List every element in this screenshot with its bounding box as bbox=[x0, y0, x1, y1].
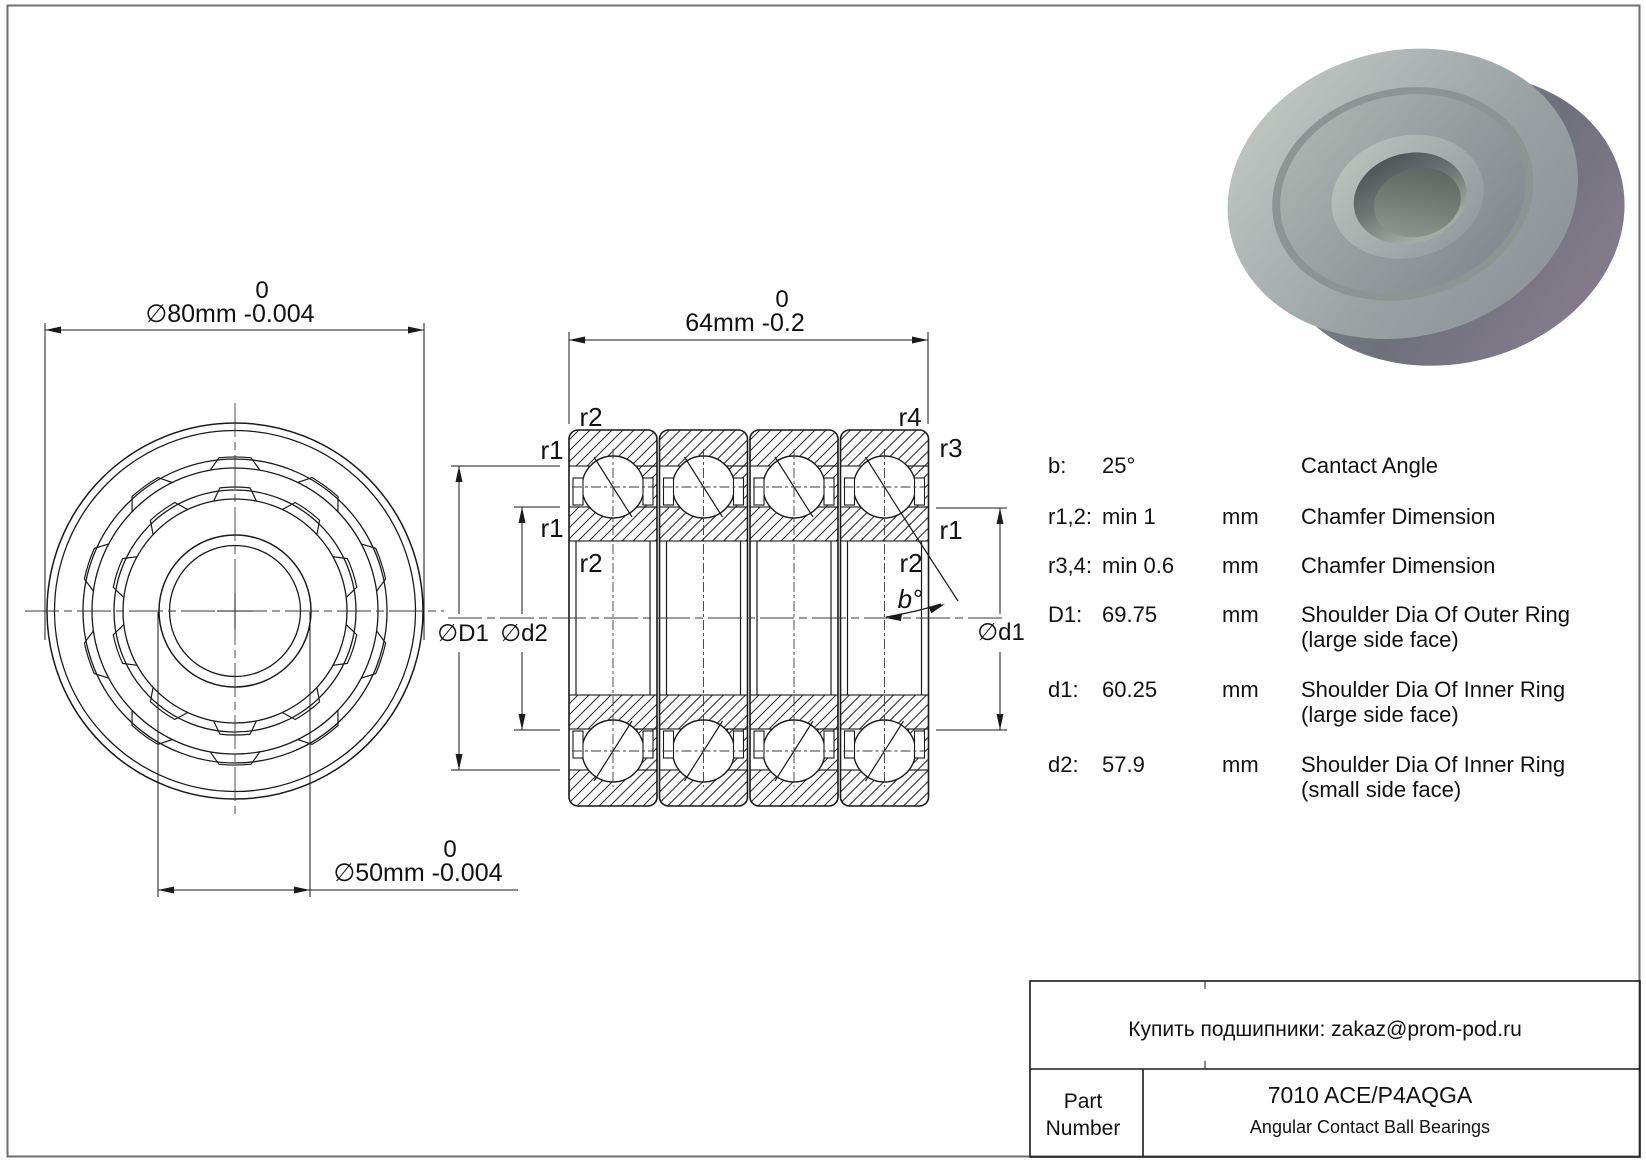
spec-row-desc2: (large side face) bbox=[1301, 702, 1459, 727]
spec-row-desc: Chamfer Dimension bbox=[1301, 504, 1496, 529]
label-r1-left-lower: r1 bbox=[540, 513, 564, 543]
outer-dim-tolerance: 0 bbox=[255, 277, 269, 304]
section-view bbox=[448, 430, 1006, 806]
spec-row-desc: Shoulder Dia Of Outer Ring bbox=[1301, 602, 1571, 627]
spec-row-value: 69.75 bbox=[1102, 602, 1158, 627]
spec-row-value: 25° bbox=[1102, 453, 1136, 478]
spec-row-unit: mm bbox=[1222, 602, 1259, 627]
spec-row-value: 60.25 bbox=[1102, 677, 1158, 702]
part-type-value: Angular Contact Ball Bearings bbox=[1249, 1117, 1491, 1137]
front-view bbox=[25, 403, 444, 818]
label-r4-top-right: r4 bbox=[898, 402, 922, 432]
label-dia-D1: ∅D1 bbox=[437, 620, 489, 647]
spec-row-desc: Cantact Angle bbox=[1301, 453, 1438, 478]
spec-row-label: d2: bbox=[1048, 752, 1079, 777]
part-number-label-line1: Part bbox=[1063, 1090, 1103, 1113]
spec-row-unit: mm bbox=[1222, 504, 1259, 529]
label-r2-right-inner: r2 bbox=[899, 548, 923, 578]
spec-row-desc: Chamfer Dimension bbox=[1301, 553, 1496, 578]
part-number-value: 7010 ACE/P4AQGA bbox=[1267, 1082, 1473, 1108]
label-r1-left-upper: r1 bbox=[540, 435, 564, 465]
spec-table bbox=[1048, 453, 1570, 802]
part-number-label-line2: Number bbox=[1045, 1117, 1121, 1140]
spec-row-desc2: (large side face) bbox=[1301, 627, 1459, 652]
label-dia-d1: ∅d1 bbox=[977, 619, 1025, 646]
width-dim-tolerance: 0 bbox=[775, 286, 789, 313]
spec-row-label: d1: bbox=[1048, 677, 1079, 702]
spec-row-label: r3,4: bbox=[1048, 553, 1093, 578]
spec-row-value: 57.9 bbox=[1102, 752, 1145, 777]
bore-dim-tolerance: 0 bbox=[443, 836, 457, 863]
spec-row-desc: Shoulder Dia Of Inner Ring bbox=[1301, 677, 1566, 702]
label-dia-d2: ∅d2 bbox=[500, 620, 548, 647]
contact-email-text: Купить подшипники: zakaz@prom-pod.ru bbox=[1128, 1018, 1522, 1041]
width-dim-text: 64mm -0.2 bbox=[685, 309, 805, 337]
dimension-width bbox=[569, 286, 928, 424]
outer-dim-text: ∅80mm -0.004 bbox=[145, 300, 315, 328]
label-r3-right-upper: r3 bbox=[939, 433, 963, 463]
spec-row-value: min 1 bbox=[1102, 504, 1156, 529]
bearing-3d-image bbox=[1196, 3, 1646, 411]
spec-row-unit: mm bbox=[1222, 553, 1259, 578]
label-r1-right-lower: r1 bbox=[939, 515, 963, 545]
spec-row-label: D1: bbox=[1048, 602, 1083, 627]
spec-row-label: r1,2: bbox=[1048, 504, 1093, 529]
spec-row-desc2: (small side face) bbox=[1301, 777, 1462, 802]
label-contact-angle: b° bbox=[897, 584, 923, 614]
spec-row-label: b: bbox=[1048, 453, 1067, 478]
spec-row-unit: mm bbox=[1222, 752, 1259, 777]
spec-row-desc: Shoulder Dia Of Inner Ring bbox=[1301, 752, 1566, 777]
label-r2-left-inner: r2 bbox=[579, 548, 603, 578]
bore-dim-text: ∅50mm -0.004 bbox=[333, 859, 503, 887]
center-cross bbox=[217, 593, 253, 629]
spec-row-unit: mm bbox=[1222, 677, 1259, 702]
label-r2-top-left: r2 bbox=[579, 402, 603, 432]
spec-row-value: min 0.6 bbox=[1102, 553, 1175, 578]
title-block bbox=[1030, 981, 1640, 1157]
